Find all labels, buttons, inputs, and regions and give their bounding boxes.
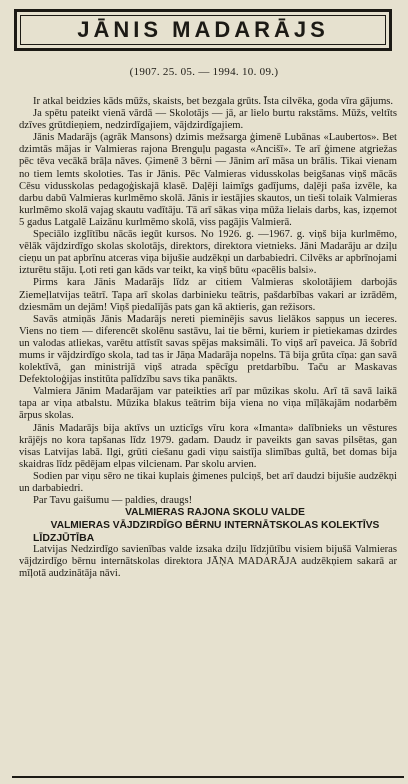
paragraph: Sodien par viņu sēro ne tikai kuplais ģimenes pulciņš, bet arī daudzi bijušie audzēkņi un darbabiedri. [19,470,397,494]
paragraph: Ir atkal beidzies kāds mūžs, skaists, bet bezgala grūts. Īsta cilvēka, goda vīra gājums. [33,96,394,107]
article-body [19,96,397,580]
paragraph: Jānis Madarājs (agrāk Mansons) dzimis mežsarga ģimenē Lubānas «Laubertos». Bet dzimtās mājas ir Valmieras rajona Brenguļu pagasta «Ancišī». Te arī ģimene atgriežas pēc tēva vecākā brāļa nāves. Ģimenē 3 bērni — Jānim arī māsa un brālis. Tikai vienam no tiem lemts skoloties. Tas ir Jānis. Pēc Valmieras vidusskolas beigšanas viņš mācās Cēsu vidusskolas pedagoģiskajā klasē. Daļēji laimīgs gadījums, daļēji paša izvēle, ka darbu dabū Valmieras kurlmēmo skolā. Jānis ir iestājies skautos, un tieši tolaik Valmieras kurlmēmo skolā vajag skautu vadītāju. Tā arī sākas viņa mūža lielais darbs, kas, izņemot 5 gadus Latgalē Laizānu kurlmēmo skolā, viss pagājis Valmierā. [19,132,397,228]
life-dates: (1907. 25. 05. — 1994. 10. 09.) [129,66,279,78]
paragraph: Speciālo izglītību nācās iegūt kursos. No 1926. g. —1967. g. viņš bija kurlmēmo, vēlāk vājdzirdīgo skolas skolotājs, direktors, direktora vietnieks. Jāni Madarāju ar dziļu cieņu un pat apbrīnu atceras viņa bijušie audzēkņi un darbabiedri. Cilvēks ar apbrīnojami izturētu stāju. Ļoti reti gan kāds var teikt, ka viņš būtu «pacēlis balsi». [19,229,398,277]
paragraph: Ja spētu pateikt vienā vārdā — Skolotājs — jā, ar lielo burtu rakstāms. Mūžs, veltīts dzīves grūtdieņiem, nedzirdīgajiem, vājdzirdīgajiem. [19,108,397,132]
closing-line: Par Tavu gaišumu — paldies, draugs! [33,495,193,507]
paragraph: Valmiera Jānim Madarājam var pateikties arī par mūzikas skolu. Arī tā savā laikā tapa ar viņa atbalstu. Mūzika blakus teātrim bija viena no viņa mīļākajām nodarbēm ārpus skolas. [19,386,397,422]
condolence-text: Latvijas Nedzirdīgo savienības valde izsaka dziļu līdzjūtību visiem bijušā Valmieras vājdzirdīgo bērnu internātskolas direktora JĀŅA MADARĀJA audzēkņiem sakarā ar mīļotā audzinātāja nāvi. [19,544,397,580]
title-frame [14,9,392,51]
bottom-rule [12,776,404,778]
condolence-heading: LĪDZJŪTĪBA [33,532,95,545]
paragraph: Savās atmiņās Jānis Madarājs nereti pieminējis savus lielākos sapņus un ieceres. Viens no tiem — diferencēt skolēnu sastāvu, lai tie bērni, kuriem ir pietiekamas dzirdes un valodas atliekas, varētu attīstīt savas spējas maksimāli. To viņš arī paveica. Jā šobrīd mums ir vājdzirdīgo skola, tad tas ir Jāņa Madarāja nopelns. Tā bija grūta cīņa: gan savā kolektīvā, gan ministrijā viņš atrada spēcīgu pretdarbību. Taču ar Maskavas Defektoloģijas institūta palīdzību savs tika panākts. [19,313,397,386]
paragraph: Jānis Madarājs bija aktīvs un uzticīgs vīru kora «Imanta» dalībnieks un vēstures krājējs no kora tapšanas līdz 1979. gadam. Daudz ir paveikts gan savas pilsētas, gan visas Latvijas labā. Ilgi, grūti ciešanu gadi viņu saistīja slimības gultā, bet domas bija skaidras līdz pēdējam elpas vilcienam. Par skolu arvien. [19,422,397,470]
signature-line: VALMIERAS RAJONA SKOLU VALDE [125,507,305,519]
paragraph: Pirms kara Jānis Madarājs līdz ar citiem Valmieras skolotājiem darbojās Ziemeļlatvijas teātrī. Tapa arī skolas darbinieku teātris, pašdarbības vakari ar izrādēm, dziesmām un dejām! Viņš piedalījās pats gan kā aktieris, gan režisors. [19,277,397,313]
obituary-title: JĀNIS MADARĀJS [77,17,329,42]
signature-line: VALMIERAS VĀJDZIRDĪGO BĒRNU INTERNĀTSKOLAS KOLEKTĪVS [50,519,380,531]
